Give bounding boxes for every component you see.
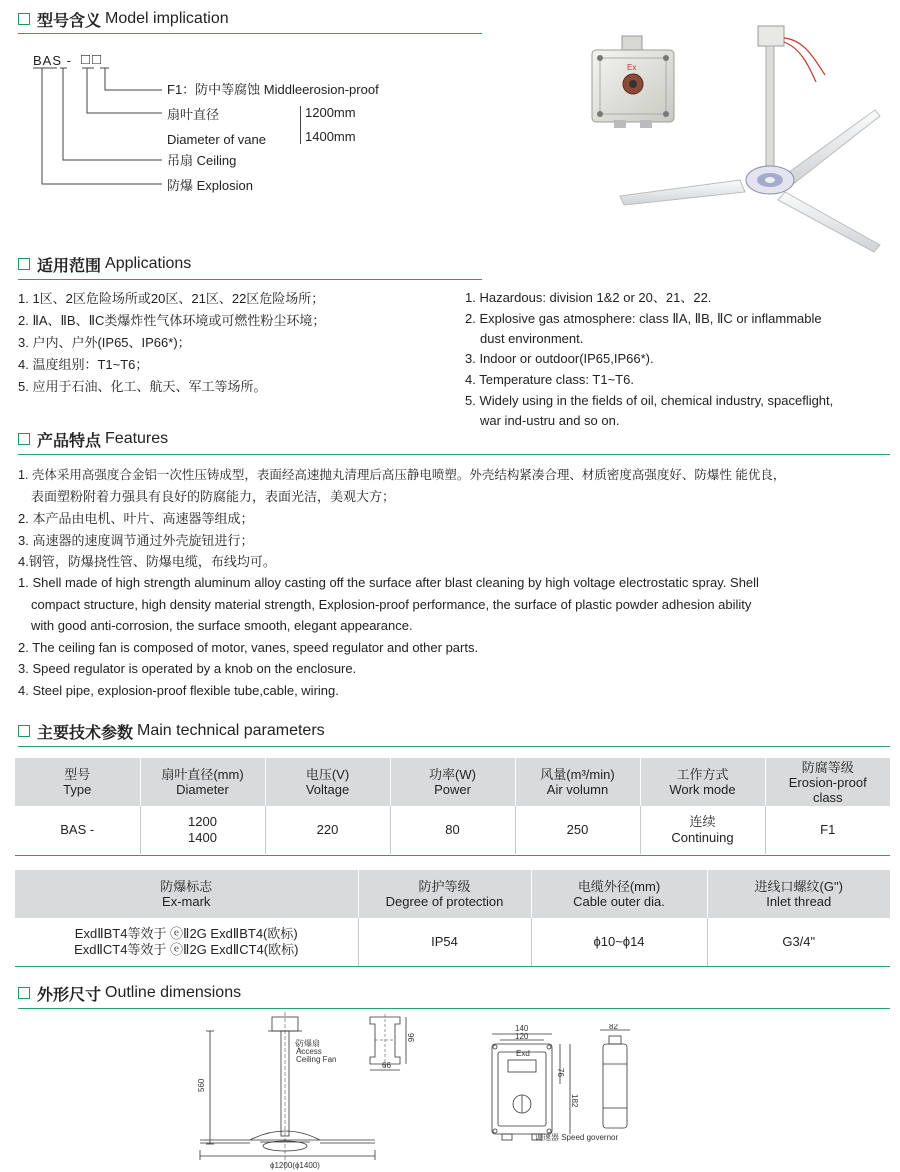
governor-ex-mark: Exd xyxy=(516,1049,530,1058)
dim-gov-w2: 120 xyxy=(515,1032,529,1041)
list-item: with good anti-corrosion, the surface smooth, elegant appearance. xyxy=(31,618,413,633)
table-row xyxy=(15,806,890,854)
section-features-rule xyxy=(18,454,890,455)
list-item: 2. The ceiling fan is composed of motor, vanes, speed regulator and other parts. xyxy=(18,640,479,655)
list-item: dust environment. xyxy=(480,331,584,346)
vane-bracket-line xyxy=(300,106,301,144)
cell-work-mode: 连续 Continuing xyxy=(640,806,765,854)
section-outline-heading: 外形尺寸 Outline dimensions xyxy=(18,982,241,1004)
model-code: BAS - xyxy=(33,53,72,68)
list-item: 2. 本产品由电机、叶片、高速器等组成； xyxy=(18,511,254,526)
checkbox-square-icon xyxy=(18,258,30,270)
list-item: 3. 户内、户外(IP65、IP66*)； xyxy=(18,335,191,350)
outline-drawing xyxy=(190,1012,610,1172)
params-table-2 xyxy=(15,870,890,966)
list-item: 1. Shell made of high strength aluminum alloy casting off the surface after blast cleaning by high voltage electrostatic spray. Shell xyxy=(18,575,759,590)
model-vane-cn: 扇叶直径 xyxy=(167,107,220,122)
list-item: 4.钢管，防爆挠性管、防爆电缆，布线均可。 xyxy=(18,554,276,569)
cell-type: BAS - xyxy=(60,822,95,837)
table-2-bottom-rule xyxy=(15,966,890,967)
list-item: 3. Speed regulator is operated by a knob on the enclosure. xyxy=(18,661,357,676)
model-code-boxes: □□ xyxy=(81,51,104,68)
section-applications-rule xyxy=(18,279,482,280)
cell-erosion-class: F1 xyxy=(765,806,890,854)
checkbox-square-icon xyxy=(18,725,30,737)
col-erosion-class: 防腐等级 Erosion-proof class xyxy=(765,758,890,806)
cell-protection: IP54 xyxy=(358,918,531,966)
col-protection: 防护等级 Degree of protection xyxy=(358,870,531,918)
list-item: 1. Hazardous: division 1&2 or 20、21、22. xyxy=(465,290,712,305)
list-item: 2. Explosive gas atmosphere: class ⅡA, ⅡB, ⅡC or inflammable xyxy=(465,311,822,326)
section-params-rule xyxy=(18,746,890,747)
cell-air-volume: 250 xyxy=(515,806,640,854)
col-type: 型号 Type xyxy=(15,758,140,806)
list-item: war ind-ustru and so on. xyxy=(480,413,620,428)
cell-ex-mark: ExdⅡBT4等效于 ⓔⅡ2G ExdⅡBT4(欧标) ExdⅡCT4等效于 ⓔⅡ2G ExdⅡCT4(欧标) xyxy=(74,926,299,957)
fan-outline-drawing xyxy=(200,1012,375,1170)
cell-cable-dia: ϕ10~ϕ14 xyxy=(531,918,707,966)
table-1-bottom-rule xyxy=(15,855,890,856)
dim-gov-w1: 140 xyxy=(515,1024,529,1033)
list-item: 4. Steel pipe, explosion-proof flexible tube,cable, wiring. xyxy=(18,683,339,698)
list-item: 表面塑粉附着力强具有良好的防腐能力，表面光洁，美观大方； xyxy=(31,489,396,504)
dim-height: 560 xyxy=(197,1078,206,1092)
params-table-1 xyxy=(15,758,890,854)
checkbox-square-icon xyxy=(18,13,30,25)
governor-caption: 调速器 Speed governor xyxy=(535,1133,619,1142)
col-cable-dia: 电缆外径(mm) Cable outer dia. xyxy=(531,870,707,918)
governor-front-drawing xyxy=(492,1034,570,1140)
table-header-row xyxy=(15,758,890,806)
model-code-lines xyxy=(30,66,170,191)
speed-governor-photo xyxy=(592,36,674,128)
section-params-heading: 主要技术参数 Main technical parameters xyxy=(18,720,325,742)
fan-label-en1: Access xyxy=(296,1047,322,1056)
table-row xyxy=(15,918,890,966)
dim-gov-h1: 76 xyxy=(556,1068,565,1077)
section-outline-rule xyxy=(18,1008,890,1009)
col-diameter: 扇叶直径(mm) Diameter xyxy=(140,758,265,806)
dim-bracket-w: 66 xyxy=(382,1061,391,1070)
dim-gov-side: 82 xyxy=(609,1024,618,1031)
list-item: 2. ⅡA、ⅡB、ⅡC类爆炸性气体环境或可燃性粉尘环境； xyxy=(18,313,326,328)
list-item: 5. 应用于石油、化工、航天、军工等场所。 xyxy=(18,379,267,394)
dim-gov-h2: 182 xyxy=(570,1094,579,1108)
model-d1: 1200mm xyxy=(305,105,356,120)
fan-label-cn: 防爆扇 xyxy=(296,1039,320,1048)
product-photo xyxy=(580,20,895,260)
col-ex-mark: 防爆标志 Ex-mark xyxy=(15,870,358,918)
model-explosion: 防爆 Explosion xyxy=(167,178,253,193)
col-voltage: 电压(V) Voltage xyxy=(265,758,390,806)
governor-side-drawing xyxy=(595,1024,640,1134)
cell-power: 80 xyxy=(390,806,515,854)
model-f1-label: F1：防中等腐蚀 Middleerosion-proof xyxy=(167,82,379,97)
list-item: 5. Widely using in the fields of oil, chemical industry, spaceflight, xyxy=(465,393,834,408)
dim-bracket-h: 96 xyxy=(407,1033,416,1042)
list-item: 1. 壳体采用高强度合金铝一次性压铸成型，表面经高速抛丸清理后高压静电喷塑。外壳结构紧凑合理、材质密度高强度好、防爆性 能优良， xyxy=(18,468,786,482)
dim-diameter: ϕ1200(ϕ1400) xyxy=(270,1161,320,1170)
table-header-row xyxy=(15,870,890,918)
col-power: 功率(W) Power xyxy=(390,758,515,806)
model-vane-en: Diameter of vane xyxy=(167,132,266,147)
section-model-heading: 型号含义 Model implication xyxy=(18,8,229,30)
section-applications-heading: 适用范围 Applications xyxy=(18,253,191,275)
cell-inlet-thread: G3/4" xyxy=(707,918,890,966)
model-d2: 1400mm xyxy=(305,129,356,144)
list-item: compact structure, high density material strength, Explosion-proof performance, the surface of plastic powder adhesion ability xyxy=(31,597,752,612)
checkbox-square-icon xyxy=(18,987,30,999)
fan-label-en2: Ceiling Fan xyxy=(296,1055,337,1064)
list-item: 1. 1区、2区危险场所或20区、21区、22区危险场所； xyxy=(18,291,325,306)
list-item: 3. Indoor or outdoor(IP65,IP66*). xyxy=(465,351,654,366)
checkbox-square-icon xyxy=(18,433,30,445)
section-features-heading: 产品特点 Features xyxy=(18,428,168,450)
section-model-rule xyxy=(18,33,482,34)
cell-diameter: 1200 1400 xyxy=(140,806,265,854)
col-work-mode: 工作方式 Work mode xyxy=(640,758,765,806)
col-air-volume: 风量(m³/min) Air volumn xyxy=(515,758,640,806)
photo-ex-mark: Ex xyxy=(627,63,637,72)
list-item: 3. 高速器的速度调节通过外壳旋钮进行； xyxy=(18,533,254,548)
model-ceiling: 吊扇 Ceiling xyxy=(167,153,237,168)
list-item: 4. Temperature class: T1~T6. xyxy=(465,372,634,387)
list-item: 4. 温度组别：T1~T6； xyxy=(18,357,149,372)
cell-voltage: 220 xyxy=(265,806,390,854)
col-inlet-thread: 进线口螺纹(G") Inlet thread xyxy=(707,870,890,918)
